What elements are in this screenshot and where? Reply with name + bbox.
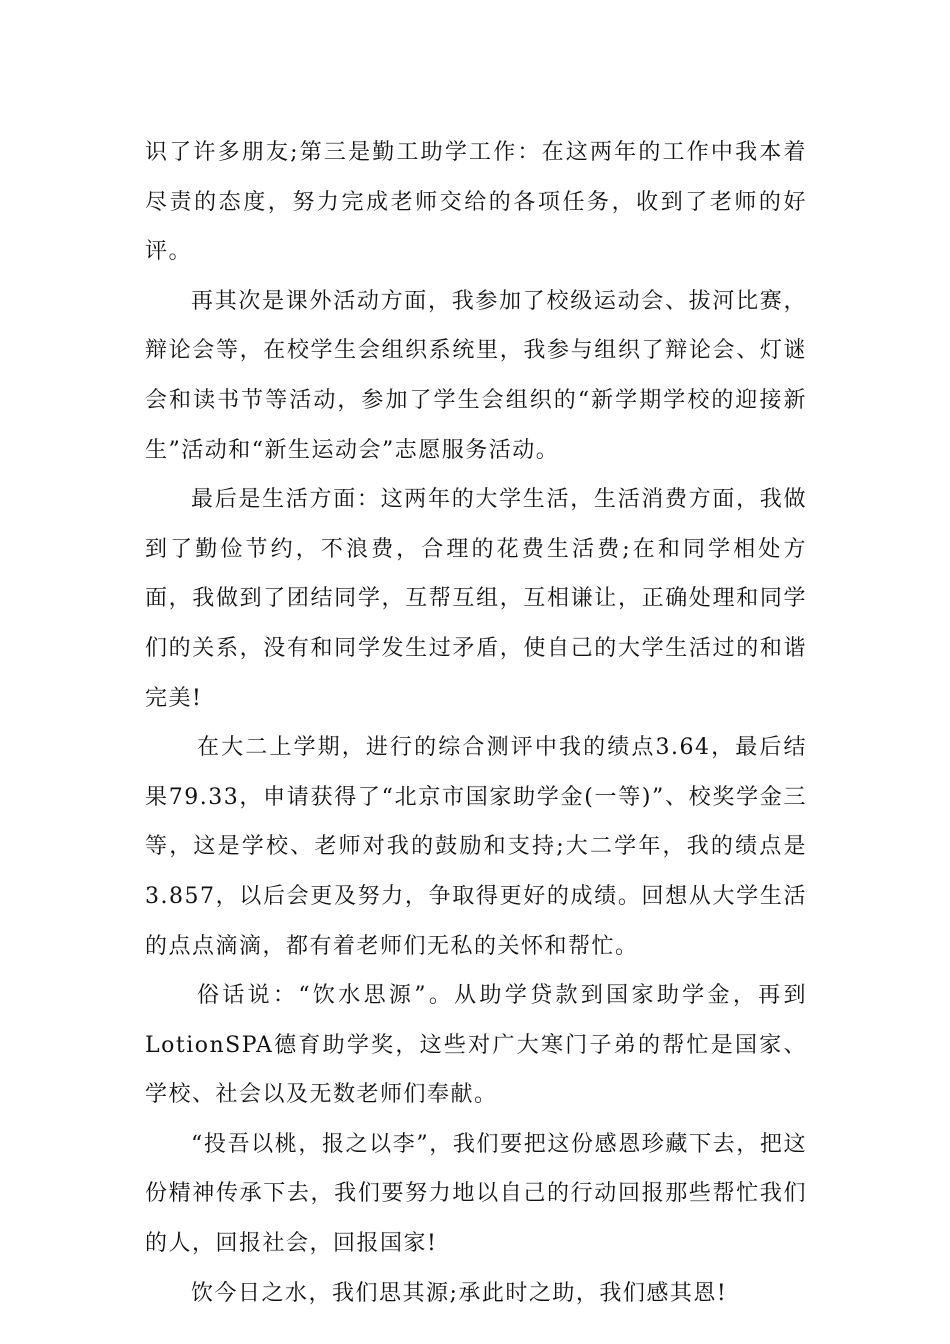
document-body [145,128,807,1318]
paragraph-closing: 饮今日之水，我们思其源;承此时之助，我们感其恩! [191,1280,728,1306]
paragraph-academic-results: 在大二上学期，进行的综合测评中我的绩点3.64，最后结果79.33，申请获得了“北京市国家助学金(一等)”、校奖学金三等，这是学校、老师对我的鼓励和支持;大二学年，我的绩点是3.857，以后会更及努力，争取得更好的成绩。回想从大学生活的点点滴滴，都有着老师们无私的关怀和帮忙。 [145,735,807,959]
paragraph-gratitude: “投吾以桃，报之以李”，我们要把这份感恩珍藏下去，把这份精神传承下去，我们要努力地以自己的行动回报那些帮忙我们的人，回报社会，回报国家! [145,1131,807,1257]
paragraph-continuation: 识了许多朋友;第三是勤工助学工作：在这两年的工作中我本着尽责的态度，努力完成老师交给的各项任务，收到了老师的好评。 [145,140,807,265]
paragraph-extracurricular: 再其次是课外活动方面，我参加了校级运动会、拔河比赛，辩论会等，在校学生会组织系统里，我参与组织了辩论会、灯谜会和读书节等活动，参加了学生会组织的“新学期学校的迎接新生”活动和“新生运动会”志愿服务活动。 [145,288,807,463]
paragraph-proverb: 俗话说：“饮水思源”。从助学贷款到国家助学金，再到LotionSPA德育助学奖，这些对广大寒门子弟的帮忙是国家、学校、社会以及无数老师们奉献。 [145,983,807,1108]
paragraph-daily-life: 最后是生活方面：这两年的大学生活，生活消费方面，我做到了勤俭节约，不浪费，合理的花费生活费;在和同学相处方面，我做到了团结同学，互帮互组，互相谦让，正确处理和同学们的关系，没有和同学发生过矛盾，使自己的大学生活过的和谐完美! [145,487,807,711]
